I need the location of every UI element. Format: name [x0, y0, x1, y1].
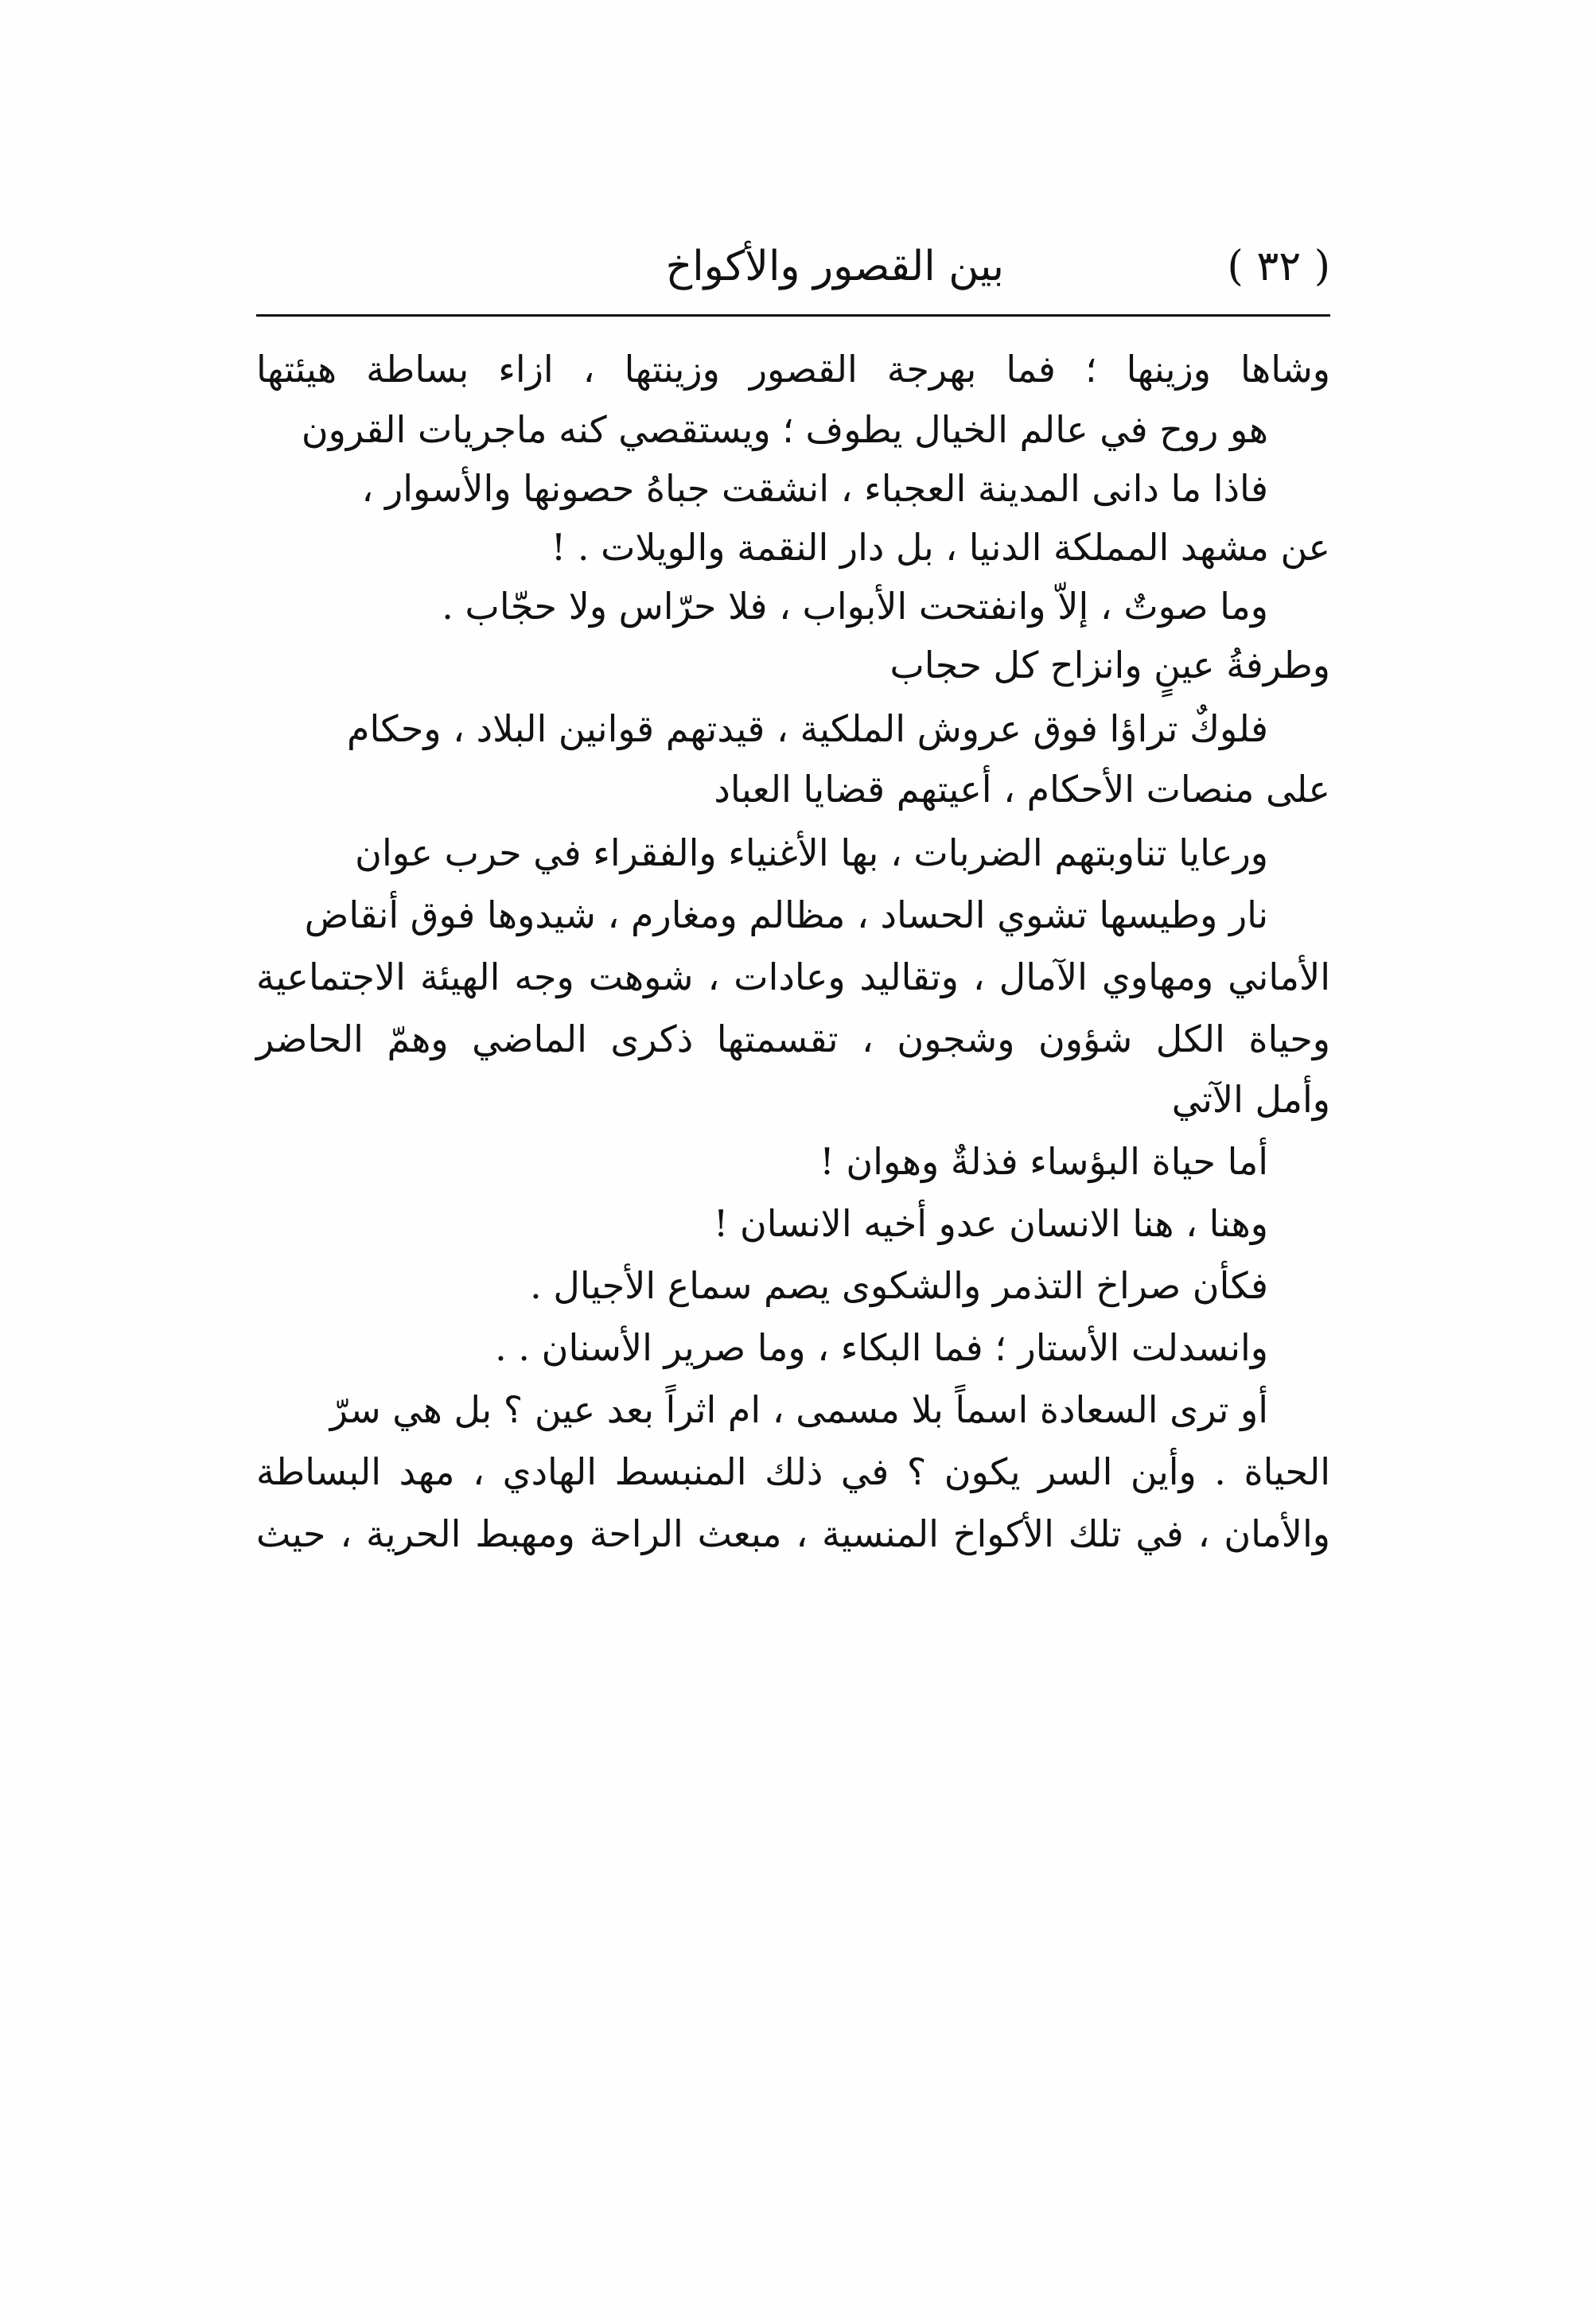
verse-line-1: أما حياة البؤساء فذلةٌ وهوان !: [819, 1140, 1268, 1183]
verse-line-3: فكأن صراخ التذمر والشكوى يصم سماع الأجيال .: [530, 1264, 1268, 1307]
header-rule: [256, 314, 1330, 317]
text-line-4: عن مشهد المملكة الدنيا ، بل دار النقمة والويلات . !: [551, 526, 1330, 569]
text-line-5: وما صوتٌ ، إلاّ وانفتحت الأبواب ، فلا حرّاس ولا حجّاب .: [442, 585, 1268, 628]
text-line-8: على منصات الأحكام ، أعيتهم قضايا العباد: [714, 768, 1330, 811]
text-line-10: نار وطيسها تشوي الحساد ، مظالم ومغارم ، شيدوها فوق أنقاض: [304, 893, 1268, 936]
text-line-14: أو ترى السعادة اسماً بلا مسمى ، ام اثراً بعد عين ؟ بل هي سرّ: [329, 1388, 1268, 1431]
text-line-15: الحياة . وأين السر يكون ؟ في ذلك المنبسط الهادي ، مهد البساطة: [256, 1450, 1330, 1493]
body-text: [256, 318, 1330, 2259]
text-line-12: وحياة الكل شؤون وشجون ، تقسمتها ذكرى الماضي وهمّ الحاضر: [256, 1017, 1330, 1060]
text-line-13: وأمل الآتي: [1171, 1078, 1330, 1121]
text-line-11: الأماني ومهاوي الآمال ، وتقاليد وعادات ، شوهت وجه الهيئة الاجتماعية: [256, 955, 1330, 998]
verse-line-4: وانسدلت الأستار ؛ فما البكاء ، وما صرير الأسنان . .: [495, 1326, 1268, 1369]
text-line-7: فلوكٌ تراؤا فوق عروش الملكية ، قيدتهم قوانين البلاد ، وحكام: [347, 707, 1268, 750]
page-header: [256, 231, 1330, 302]
text-line-16: والأمان ، في تلك الأكواخ المنسية ، مبعث الراحة ومهبط الحرية ، حيث: [256, 1512, 1330, 1555]
running-title: بين القصور والأكواخ: [665, 243, 1004, 290]
verse-line-2: وهنا ، هنا الانسان عدو أخيه الانسان !: [713, 1202, 1268, 1245]
text-line-9: ورعايا تناوبتهم الضربات ، بها الأغنياء والفقراء في حرب عوان: [355, 831, 1268, 874]
text-line-1: وشاها وزينها ؛ فما بهرجة القصور وزينتها ، ازاء بساطة هيئتها: [256, 348, 1330, 391]
text-line-2: هو روح في عالم الخيال يطوف ؛ ويستقصي كنه ماجريات القرون: [301, 408, 1268, 451]
page-number: ( ٣٢ ): [1227, 243, 1330, 290]
text-line-6: وطرفةُ عينٍ وانزاح كل حجاب: [889, 644, 1330, 687]
text-line-3: فاذا ما دانى المدينة العجباء ، انشقت جباهُ حصونها والأسوار ،: [361, 467, 1268, 510]
